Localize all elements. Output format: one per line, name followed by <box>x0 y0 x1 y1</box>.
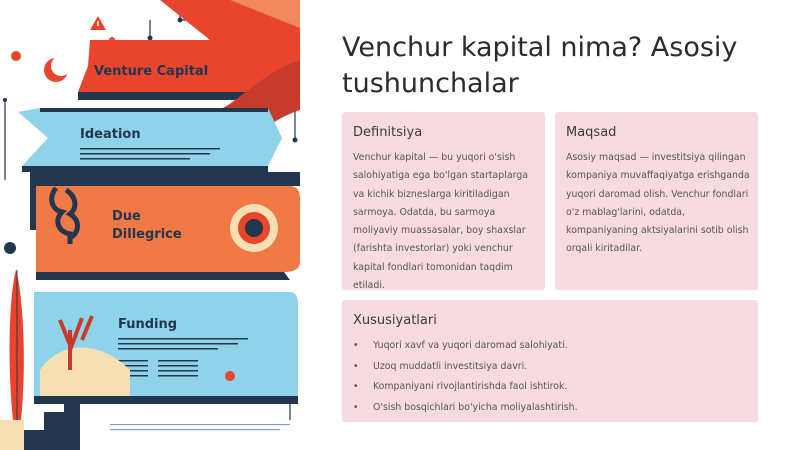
goal-card-title: Maqsad <box>566 125 617 140</box>
goal-card <box>555 112 758 290</box>
stage-label-due-diligence: Due Dillegrice <box>112 209 182 242</box>
list-item <box>353 336 578 357</box>
list-item-text: Kompaniyani rivojlantirishda faol ishtirok. <box>373 381 568 392</box>
page-title: Venchur kapital nima? Asosiy tushunchalar <box>342 32 738 99</box>
bullet-icon: • <box>353 381 359 392</box>
bullet-icon: • <box>353 360 359 372</box>
bullet-icon: • <box>353 401 359 413</box>
features-card <box>342 300 758 422</box>
list-item <box>353 357 578 378</box>
venture-capital-illustration <box>0 0 305 450</box>
features-card-title: Xususiyatlari <box>353 313 437 328</box>
list-item-text: O'sish bosqichlari bo'yicha moliyalashtirish. <box>373 401 578 413</box>
list-item-text: Yuqori xavf va yuqori daromad salohiyati. <box>373 340 568 351</box>
features-list <box>353 336 578 418</box>
illustration-banner-title: Venture Capital <box>94 64 209 79</box>
definition-card-title: Definitsiya <box>353 125 423 140</box>
goal-card-body: Asosiy maqsad — investitsiya qilingan kompaniya muvaffaqiyatga erishganda yuqori daromad olish. Venchur fondlari o'z mablag'larini, odatda, kompaniyaning aktsiyalarini sotib olish orqali kiritadilar. <box>566 152 750 255</box>
definition-card-body: Venchur kapital — bu yuqori o'sish salohiyatiga ega bo'lgan startaplarga va kichik bizneslarga kiritiladigan sarmoya. Odatda, bu sarmoya moliyaviy muassasalar, boy shaxslar (farishta investorlar) yoki venchur kapital fondlari tomonidan taqdim etiladi. <box>353 152 528 292</box>
list-item-text: Uzoq muddatli investitsiya davri. <box>373 360 528 372</box>
list-item <box>353 398 578 419</box>
bullet-icon: • <box>353 340 359 351</box>
list-item <box>353 377 578 398</box>
definition-card <box>342 112 545 290</box>
stage-label-ideation: Ideation <box>80 127 141 142</box>
stage-label-funding: Funding <box>118 317 178 332</box>
